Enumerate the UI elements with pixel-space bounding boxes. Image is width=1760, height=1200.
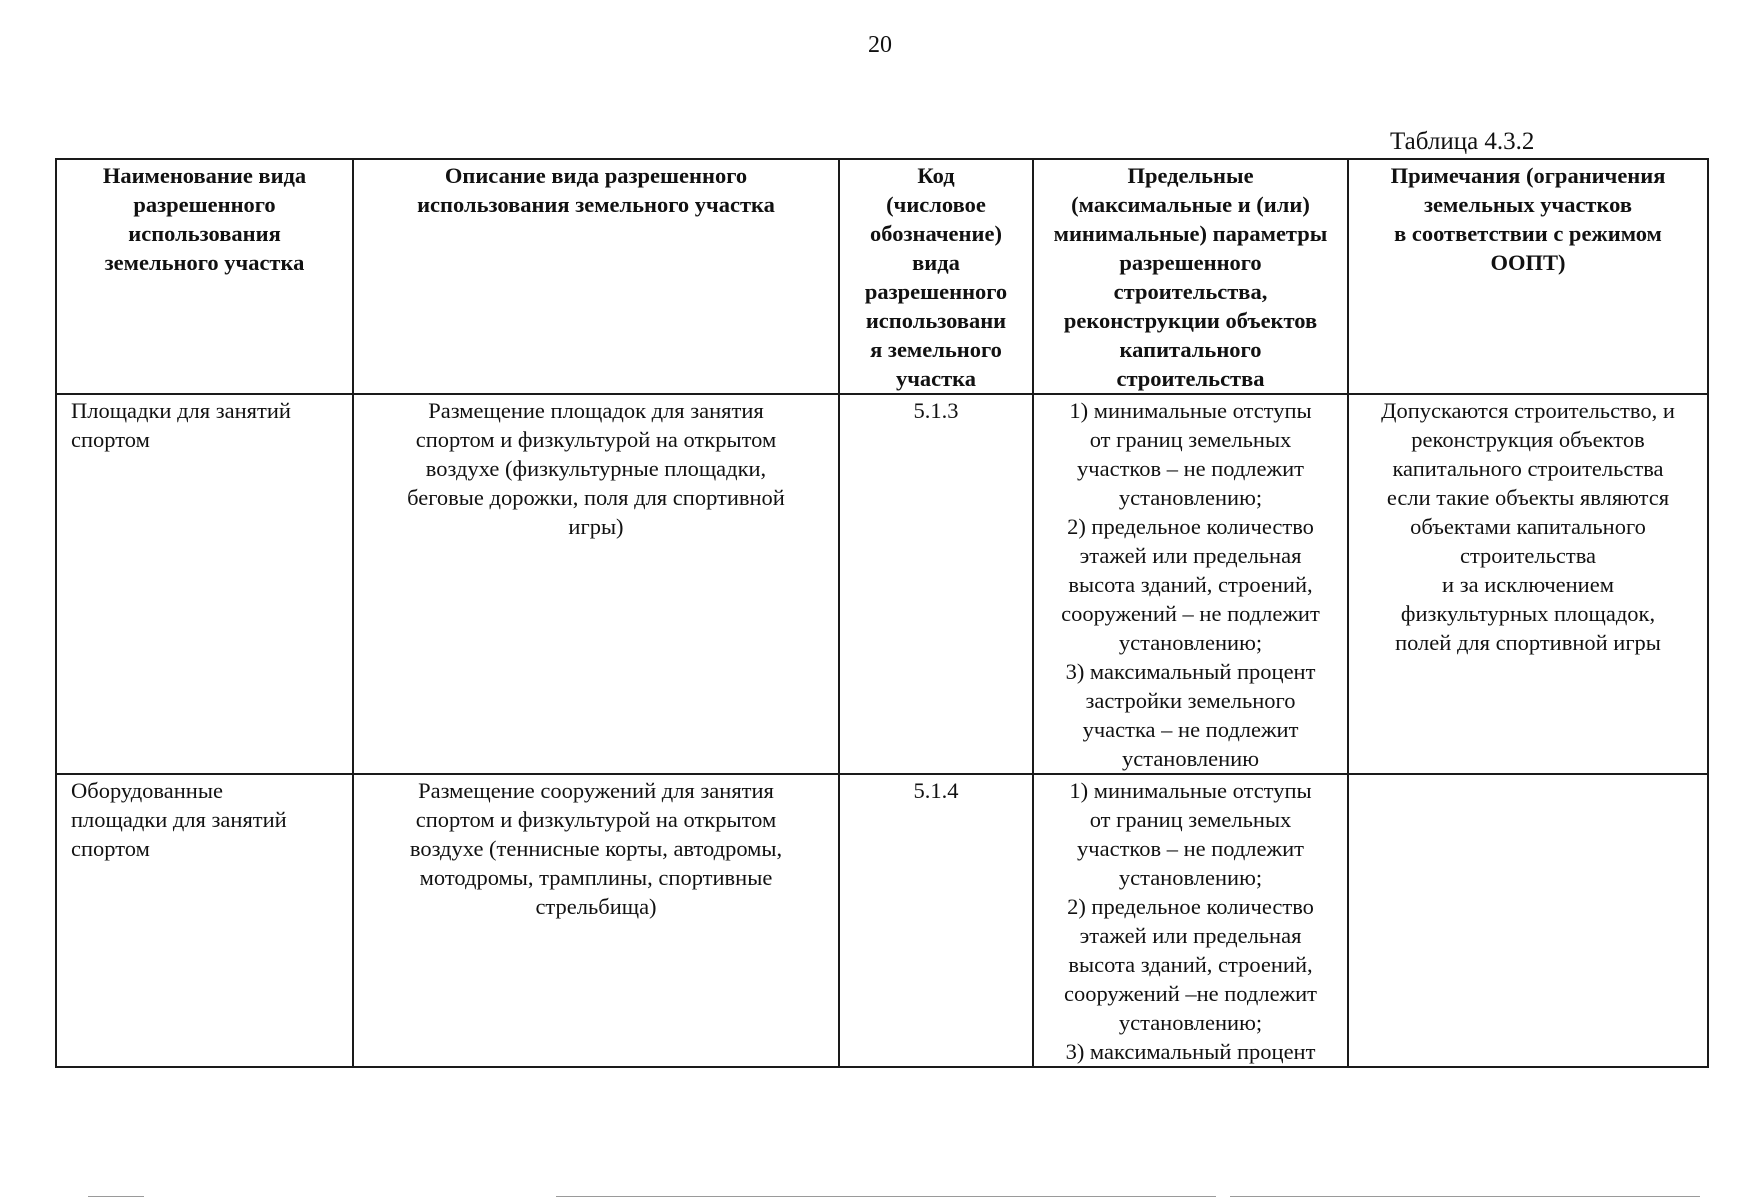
cell-line: строительства: [1459, 543, 1597, 568]
footer-rule-left: [88, 1196, 144, 1197]
cell-line: капитального строительства: [1392, 456, 1664, 481]
cell-use-description: [353, 394, 839, 774]
header-line: в соответствии с режимом: [1394, 221, 1662, 246]
footer-rule-main: [556, 1196, 1216, 1197]
header-line: Предельные: [1127, 163, 1254, 188]
cell-line: спортом и физкультурой на открытом: [415, 427, 777, 452]
cell-line: мотодромы, трамплины, спортивные: [419, 865, 773, 890]
header-line: вида: [912, 250, 960, 275]
header-line: разрешенного: [133, 192, 276, 217]
header-line: разрешенного: [864, 279, 1008, 304]
table-row: [56, 774, 1708, 1067]
cell-line: 1) минимальные отступы: [1069, 398, 1312, 423]
cell-line: Допускаются строительство, и: [1381, 398, 1675, 423]
cell-notes: [1348, 774, 1708, 1067]
header-line: Примечания (ограничения: [1390, 163, 1666, 188]
cell-notes: [1348, 394, 1708, 774]
header-construction-parameters: [1033, 159, 1348, 394]
header-line: (максимальные и (или): [1071, 192, 1310, 217]
cell-line: сооружений –не подлежит: [1063, 981, 1317, 1006]
cell-line: 3) максимальный процент: [1065, 1039, 1316, 1064]
cell-line: воздухе (физкультурные площадки,: [425, 456, 767, 481]
cell-use-description: [353, 774, 839, 1067]
cell-line: объектами капитального: [1410, 514, 1646, 539]
header-line: Наименование вида: [102, 163, 307, 188]
cell-line: застройки земельного: [1085, 688, 1296, 713]
header-line: реконструкции объектов: [1063, 308, 1318, 333]
cell-line: этажей или предельная: [1079, 543, 1302, 568]
cell-line: этажей или предельная: [1079, 923, 1302, 948]
table-header-row: [56, 159, 1708, 394]
cell-line: игры): [568, 514, 624, 539]
header-line: участка: [895, 366, 977, 391]
cell-parameters: [1033, 394, 1348, 774]
header-line: использовани: [865, 308, 1007, 333]
cell-line: спортом: [71, 427, 150, 452]
cell-line: 2) предельное количество: [1067, 514, 1314, 539]
header-line: обозначение): [870, 221, 1002, 246]
cell-line: и за исключением: [1442, 572, 1614, 597]
cell-code: [839, 394, 1033, 774]
cell-line: от границ земельных: [1089, 427, 1292, 452]
cell-line: если такие объекты являются: [1386, 485, 1670, 510]
header-line: минимальные) параметры: [1053, 221, 1328, 246]
cell-line: 5.1.4: [913, 778, 959, 803]
table-caption: Таблица 4.3.2: [1390, 128, 1535, 155]
cell-line: сооружений – не подлежит: [1061, 601, 1320, 626]
cell-line: установлению;: [1118, 865, 1263, 890]
cell-line: Оборудованные: [71, 778, 223, 803]
header-line: земельного участка: [104, 250, 305, 275]
header-line: я земельного: [870, 337, 1002, 362]
cell-line: установлению;: [1118, 630, 1263, 655]
footer-rule-right: [1230, 1196, 1700, 1197]
header-code: [839, 159, 1033, 394]
cell-line: стрельбища): [535, 894, 657, 919]
land-use-table: [55, 158, 1709, 1068]
cell-line: участка – не подлежит: [1082, 717, 1299, 742]
cell-parameters: [1033, 774, 1348, 1067]
header-line: капитального: [1119, 337, 1262, 362]
cell-line: площадки для занятий: [71, 807, 287, 832]
cell-use-name: [56, 774, 353, 1067]
header-line: ООПТ): [1490, 250, 1566, 275]
cell-line: спортом и физкультурой на открытом: [415, 807, 777, 832]
cell-line: участков – не подлежит: [1077, 836, 1304, 861]
header-line: Описание вида разрешенного: [444, 163, 748, 188]
cell-line: 1) минимальные отступы: [1069, 778, 1312, 803]
cell-line: установлению;: [1118, 1010, 1263, 1035]
header-line: земельных участков: [1423, 192, 1632, 217]
header-line: использования земельного участка: [417, 192, 775, 217]
cell-line: от границ земельных: [1089, 807, 1292, 832]
header-line: строительства,: [1113, 279, 1268, 304]
cell-line: 3) максимальный процент: [1065, 659, 1316, 684]
header-line: разрешенного: [1119, 250, 1262, 275]
cell-line: физкультурных площадок,: [1400, 601, 1656, 626]
cell-line: участков – не подлежит: [1077, 456, 1304, 481]
cell-line: реконструкция объектов: [1411, 427, 1645, 452]
cell-line: высота зданий, строений,: [1068, 952, 1313, 977]
cell-code: [839, 774, 1033, 1067]
header-line: (числовое: [886, 192, 986, 217]
header-line: строительства: [1116, 366, 1265, 391]
cell-line: высота зданий, строений,: [1068, 572, 1313, 597]
cell-line: полей для спортивной игры: [1395, 630, 1661, 655]
header-notes: [1348, 159, 1708, 394]
cell-line: 5.1.3: [913, 398, 959, 423]
page-number: 20: [868, 32, 892, 58]
cell-line: установлению: [1121, 746, 1260, 771]
cell-line: Площадки для занятий: [71, 398, 291, 423]
cell-line: Размещение площадок для занятия: [428, 398, 764, 423]
header-permitted-use-name: [56, 159, 353, 394]
cell-use-name: [56, 394, 353, 774]
cell-line: беговые дорожки, поля для спортивной: [407, 485, 785, 510]
cell-line: установлению;: [1118, 485, 1263, 510]
cell-line: 2) предельное количество: [1067, 894, 1314, 919]
table-row: [56, 394, 1708, 774]
cell-line: воздухе (теннисные корты, автодромы,: [409, 836, 783, 861]
cell-line: Размещение сооружений для занятия: [418, 778, 774, 803]
header-line: Код: [917, 163, 955, 188]
header-permitted-use-description: [353, 159, 839, 394]
cell-line: спортом: [71, 836, 150, 861]
header-line: использования: [128, 221, 281, 246]
